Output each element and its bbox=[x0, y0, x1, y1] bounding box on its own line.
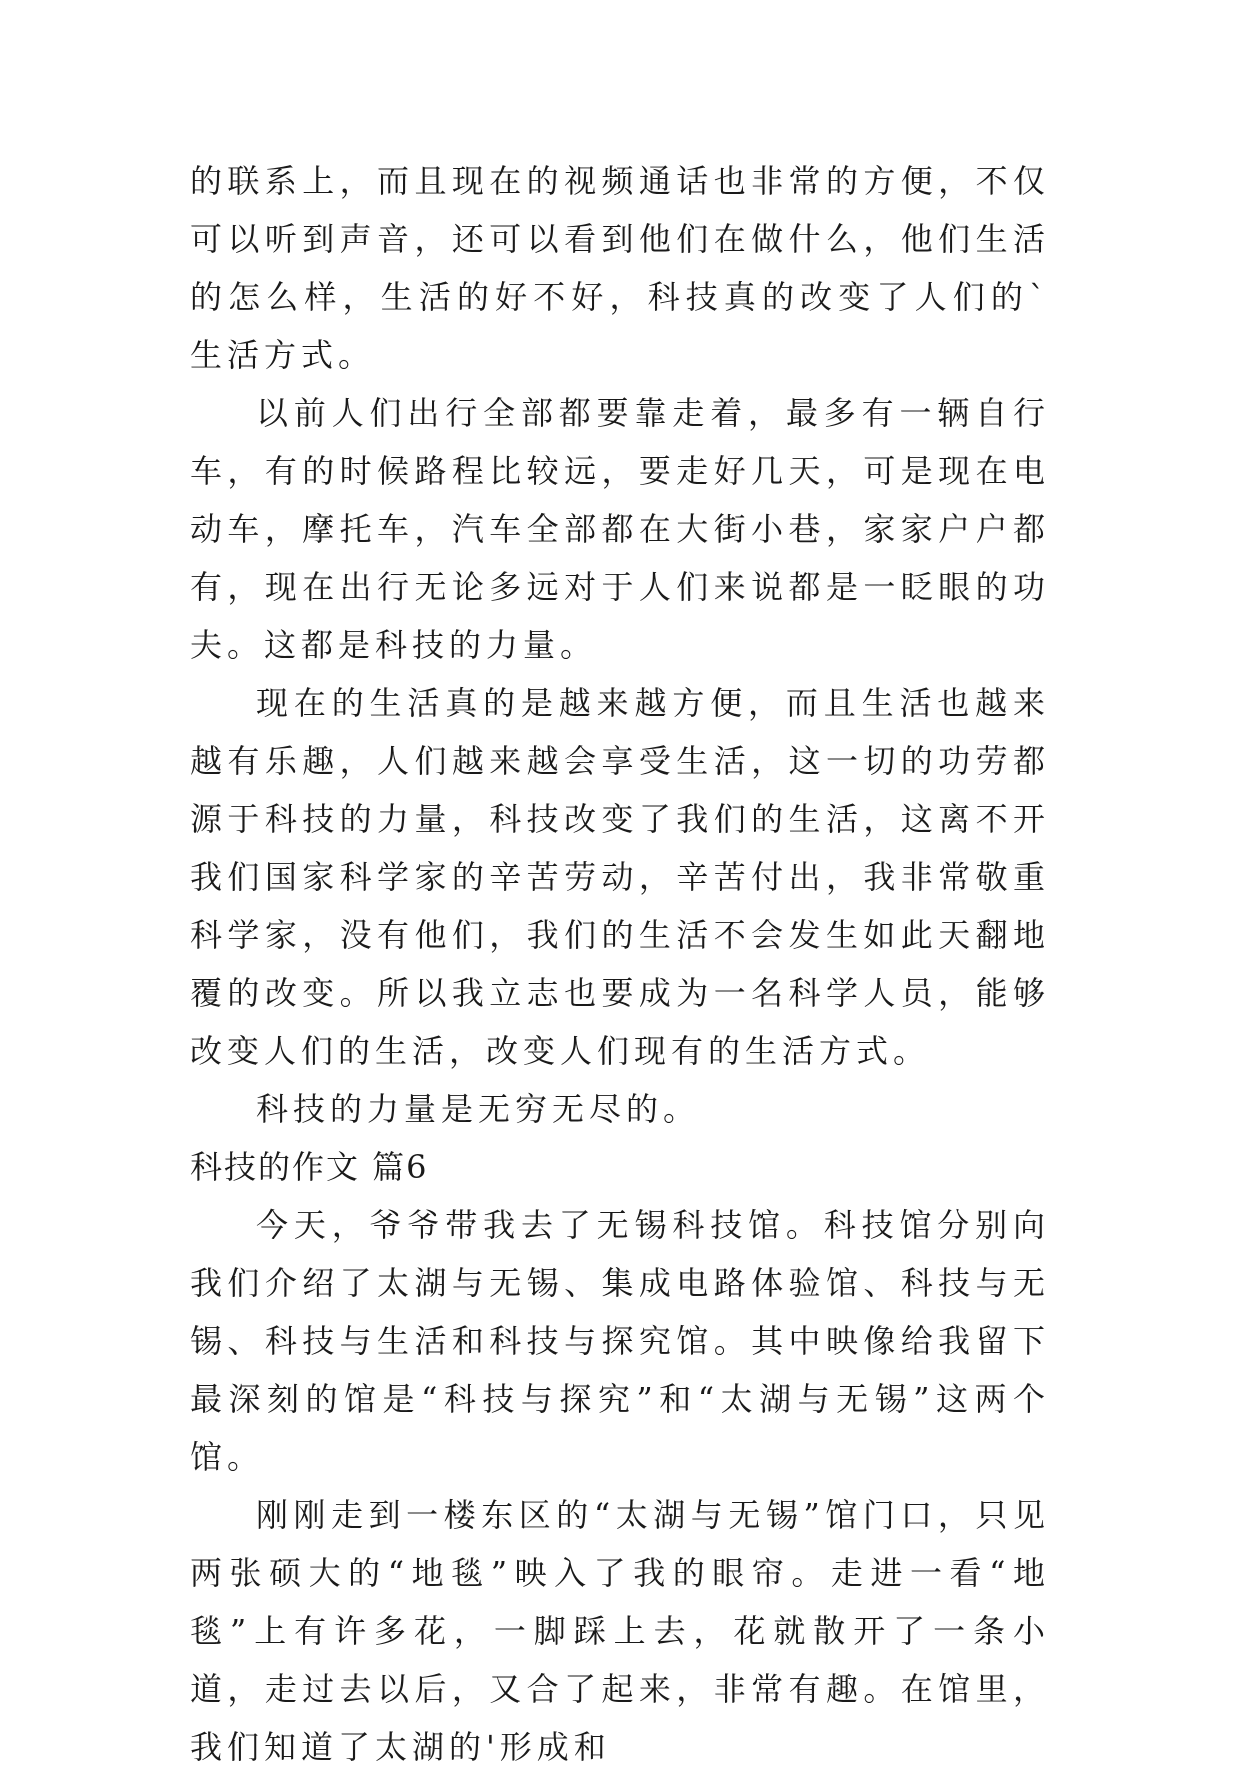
paragraph-museum-visit: 今天，爷爷带我去了无锡科技馆。科技馆分别向我们介绍了太湖与无锡、集成电路体验馆、科技与无锡、科技与生活和科技与探究馆。其中映像给我留下最深刻的馆是“科技与探究”和“太湖与无锡”这两个馆。 bbox=[190, 1206, 1050, 1476]
paragraph-continuation: 的联系上，而且现在的视频通话也非常的方便，不仅可以听到声音，还可以看到他们在做什么，他们生活的怎么样，生活的好不好，科技真的改变了人们的`生活方式。 bbox=[190, 162, 1050, 374]
paragraph-taihu-hall: 刚刚走到一楼东区的“太湖与无锡”馆门口，只见两张硕大的“地毯”映入了我的眼帘。走进一看“地毯”上有许多花，一脚踩上去，花就散开了一条小道，走过去以后，又合了起来，非常有趣。在馆里，我们知道了太湖的'形成和 bbox=[190, 1496, 1050, 1766]
paragraph-convenience: 现在的生活真的是越来越方便，而且生活也越来越有乐趣，人们越来越会享受生活，这一切的功劳都源于科技的力量，科技改变了我们的生活，这离不开我们国家科学家的辛苦劳动，辛苦付出，我非常敬重科学家，没有他们，我们的生活不会发生如此天翻地覆的改变。所以我立志也要成为一名科学人员，能够改变人们的生活，改变人们现有的生活方式。 bbox=[190, 684, 1050, 1070]
section-heading: 科技的作文 篇6 bbox=[190, 1148, 429, 1186]
paragraph-travel: 以前人们出行全部都要靠走着，最多有一辆自行车，有的时候路程比较远，要走好几天，可是现在电动车，摩托车，汽车全部都在大街小巷，家家户户都有，现在出行无论多远对于人们来说都是一眨眼的功夫。这都是科技的力量。 bbox=[190, 394, 1050, 664]
paragraph-conclusion: 科技的力量是无穷无尽的。 bbox=[256, 1090, 701, 1128]
essay-body bbox=[190, 152, 1050, 1776]
